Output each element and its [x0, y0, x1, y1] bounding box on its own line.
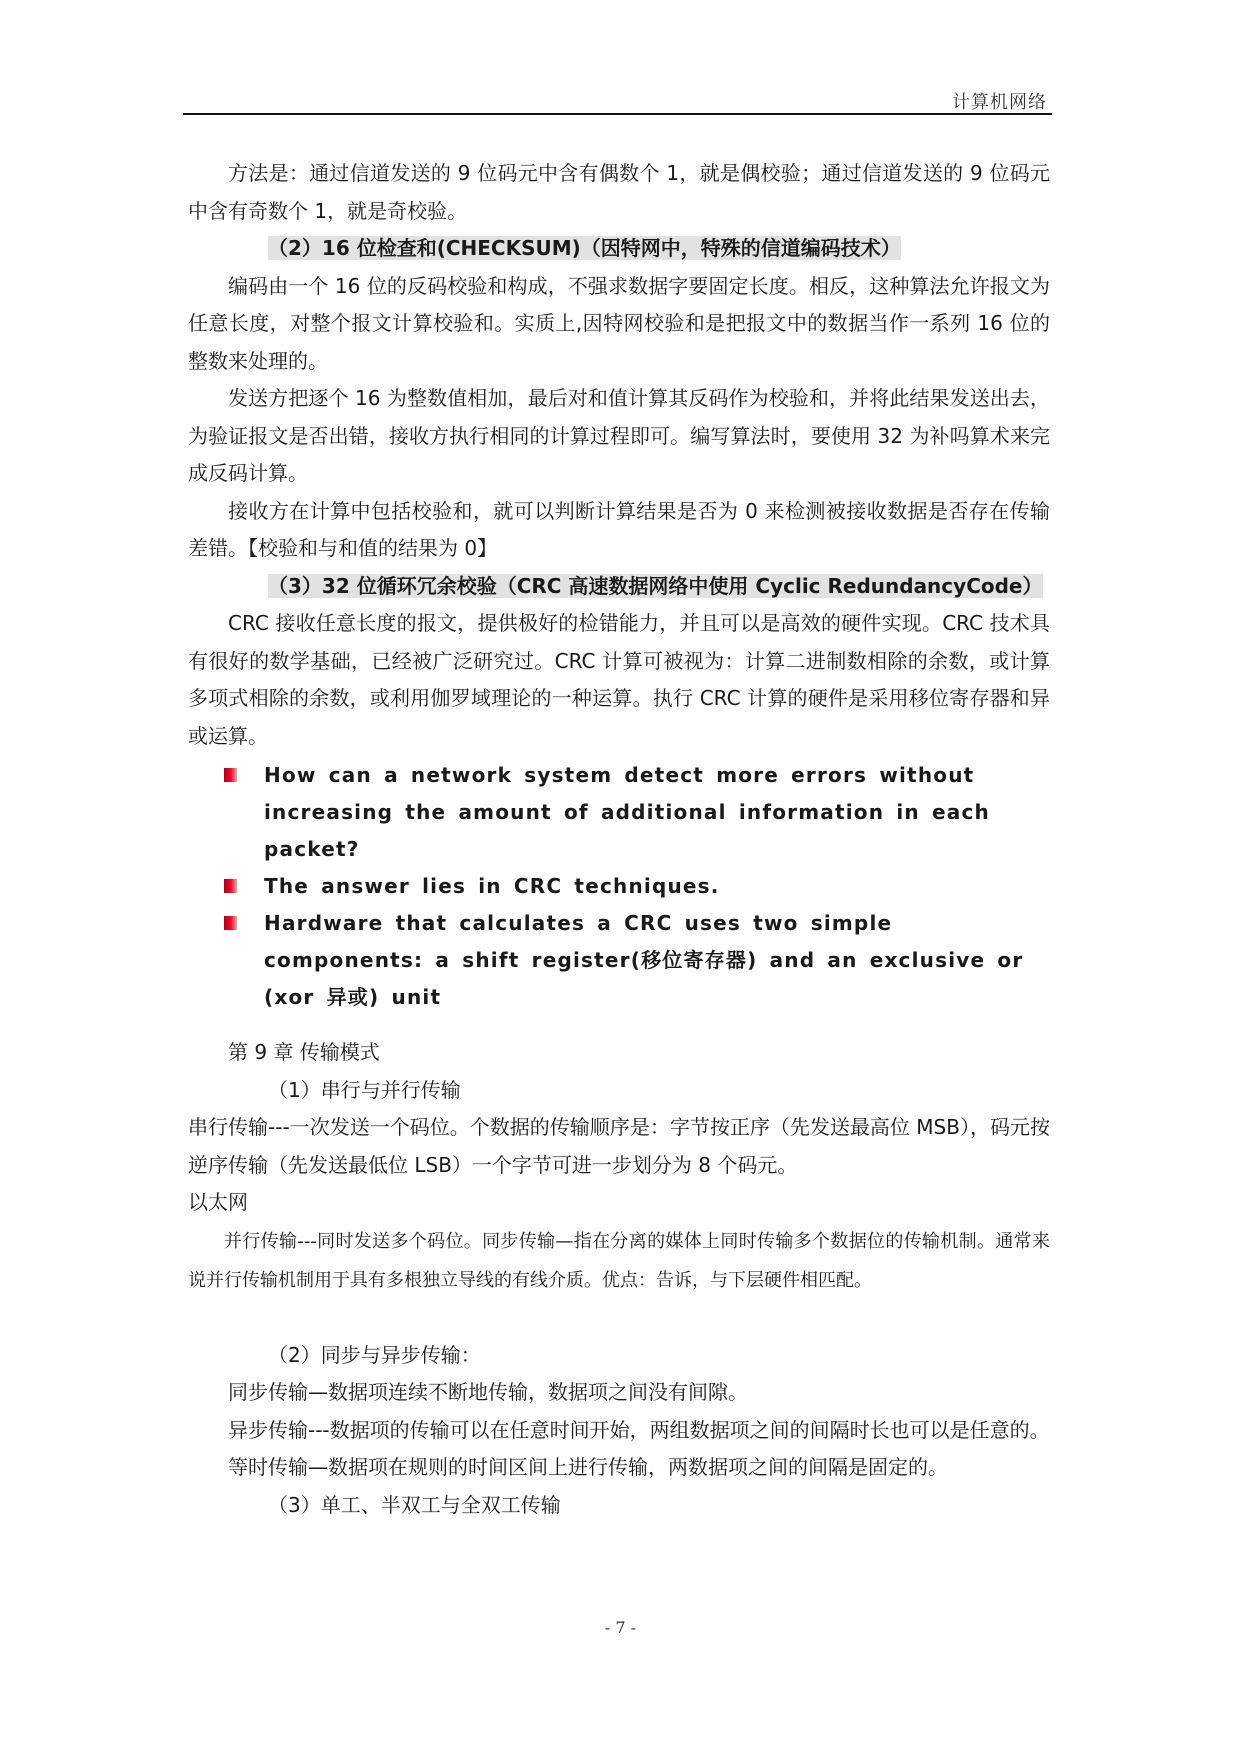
paragraph-serial: 串行传输---一次发送一个码位。个数据的传输顺序是：字节按正序（先发送最高位 MSB），码元按逆序传输（先发送最低位 LSB）一个字节可进一步划分为 8 个码元。 [188, 1115, 1050, 1177]
crc-bullet-list [188, 757, 1050, 1016]
page-body [188, 155, 1050, 1524]
subsection-sync-async: （2）同步与异步传输： [268, 1342, 481, 1367]
paragraph-asynchronous: 异步传输---数据项的传输可以在任意时间开始，两组数据项之间的间隔时长也可以是任意的。 [228, 1417, 1050, 1442]
header-rule [183, 113, 1052, 115]
bullet-square-icon [224, 768, 237, 782]
running-header-title: 计算机网络 [952, 92, 1047, 113]
paragraph-synchronous: 同步传输—数据项连续不断地传输，数据项之间没有间隙。 [228, 1380, 748, 1404]
highlighted-heading-crc: （3）32 位循环冗余校验（CRC 高速数据网络中使用 Cyclic RedundancyCode） [268, 573, 1043, 598]
paragraph-checksum-receiver: 接收方在计算中包括校验和，就可以判断计算结果是否为 0 来检测被接收数据是否存在传输差错。【校验和与和值的结果为 0】 [188, 498, 1050, 560]
paragraph-checksum-sender: 发送方把逐个 16 为整数值相加，最后对和值计算其反码作为校验和，并将此结果发送出去，为验证报文是否出错，接收方执行相同的计算过程即可。编写算法时，要使用 32 为补吗算术来完成反码计算。 [188, 386, 1050, 485]
section-heading-checksum [188, 230, 1050, 268]
page-number: - 7 - [604, 1618, 637, 1637]
list-item: The answer lies in CRC techniques. [264, 868, 1050, 905]
list-item: Hardware that calculates a CRC uses two simple components: a shift register(移位寄存器) and an exclusive or (xor 异或) unit [264, 905, 1050, 1016]
bullet-square-icon [224, 916, 237, 930]
paragraph-parallel: 并行传输---同时发送多个码位。同步传输—指在分离的媒体上同时传输多个数据位的传输机制。通常来说并行传输机制用于具有多根独立导线的有线介质。优点：告诉，与下层硬件相匹配。 [188, 1230, 1050, 1291]
chapter-heading: 第 9 章 传输模式 [228, 1040, 380, 1064]
paragraph-crc: CRC 接收任意长度的报文，提供极好的检错能力，并且可以是高效的硬件实现。CRC 技术具有很好的数学基础，已经被广泛研究过。CRC 计算可被视为：计算二进制数相除的余数，或计算多项式相除的余数，或利用伽罗域理论的一种运算。执行 CRC 计算的硬件是采用移位寄存器和异或运算。 [188, 611, 1050, 748]
subsection-duplex: （3）单工、半双工与全双工传输 [268, 1492, 561, 1517]
subsection-serial-parallel: （1）串行与并行传输 [268, 1077, 461, 1102]
section-heading-crc [188, 568, 1050, 606]
list-item: How can a network system detect more errors without increasing the amount of additional information in each packet? [264, 757, 1050, 868]
paragraph-isochronous: 等时传输—数据项在规则的时间区间上进行传输，两数据项之间的间隔是固定的。 [228, 1455, 948, 1479]
highlighted-heading-checksum: （2）16 位检查和(CHECKSUM)（因特网中，特殊的信道编码技术） [268, 236, 901, 260]
paragraph-checksum-encoding: 编码由一个 16 位的反码校验和构成，不强求数据字要固定长度。相反，这种算法允许报文为任意长度，对整个报文计算校验和。实质上,因特网校验和是把报文中的数据当作一系列 16 位的整数来处理的。 [188, 273, 1050, 373]
paragraph-ethernet: 以太网 [188, 1190, 248, 1214]
paragraph-parity: 方法是：通过信道发送的 9 位码元中含有偶数个 1，就是偶校验；通过信道发送的 9 位码元中含有奇数个 1，就是奇校验。 [188, 161, 1050, 223]
bullet-square-icon [224, 879, 237, 893]
